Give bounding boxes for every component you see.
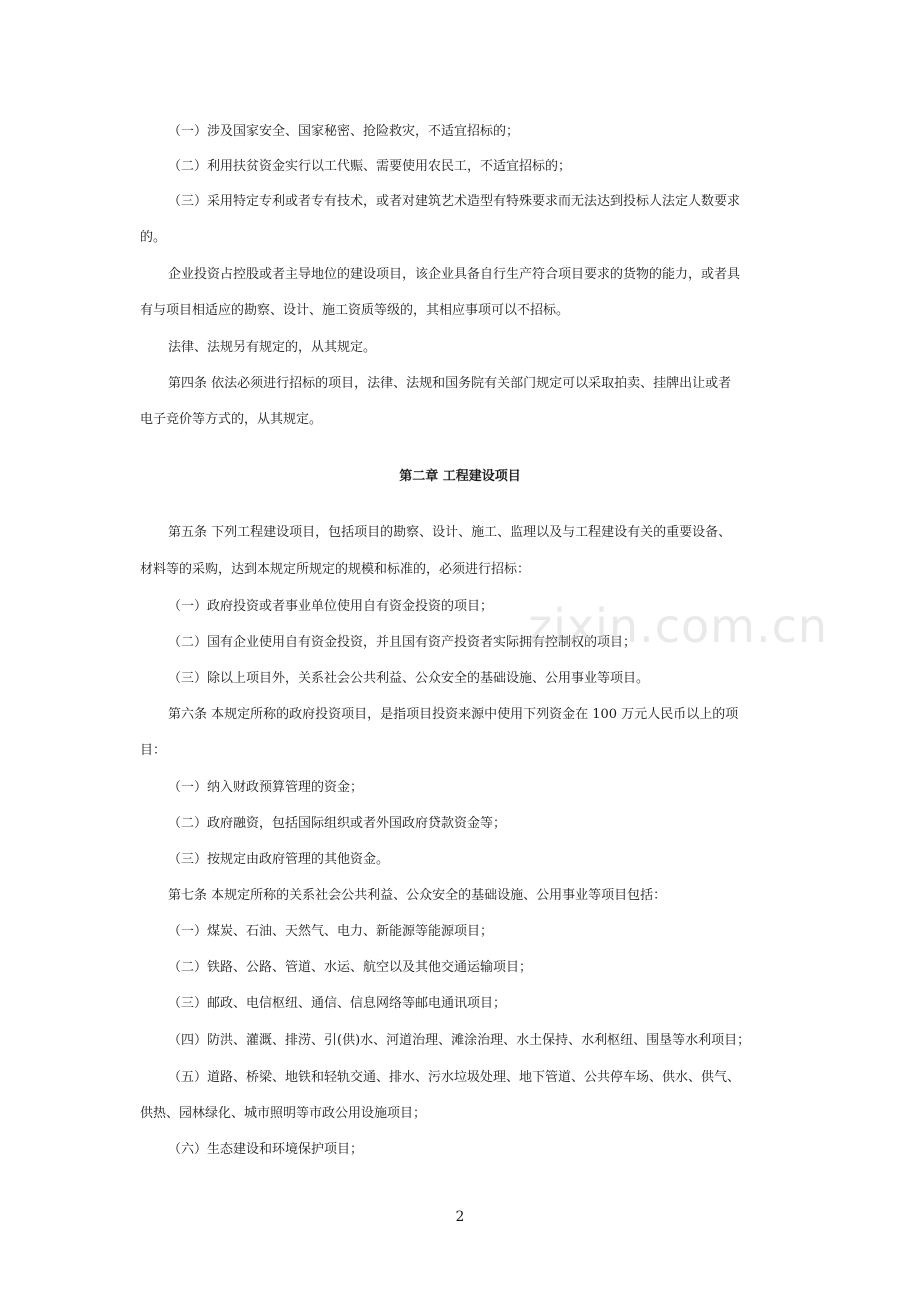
paragraph-line: （二）政府融资，包括国际组织或者外国政府贷款资金等； — [168, 816, 507, 831]
paragraph-line: 第七条 本规定所称的关系社会公共利益、公众安全的基础设施、公用事业等项目包括： — [168, 888, 667, 903]
paragraph-line: 的。 — [140, 230, 167, 245]
paragraph-line: 法律、法规另有规定的，从其规定。 — [168, 340, 377, 355]
paragraph-line: （二）利用扶贫资金实行以工代赈、需要使用农民工，不适宜招标的； — [168, 159, 572, 174]
paragraph-line: （一）纳入财政预算管理的资金； — [168, 780, 364, 795]
paragraph-line: 供热、园林绿化、城市照明等市政公用设施项目； — [140, 1106, 427, 1121]
paragraph-line: （一）涉及国家安全、国家秘密、抢险救灾，不适宜招标的； — [168, 124, 520, 139]
paragraph-line: （三）除以上项目外，关系社会公共利益、公众安全的基础设施、公用事业等项目。 — [168, 671, 650, 686]
paragraph-line: （五）道路、桥梁、地铁和轻轨交通、排水、污水垃圾处理、地下管道、公共停车场、供水、供气、 — [168, 1070, 741, 1085]
paragraph-line: （三）采用特定专利或者专有技术，或者对建筑艺术造型有特殊要求而无法达到投标人法定人数要求 — [168, 194, 741, 209]
paragraph-line: 材料等的采购，达到本规定所规定的规模和标准的，必须进行招标： — [140, 562, 531, 577]
paragraph-line: 企业投资占控股或者主导地位的建设项目，该企业具备自行生产符合项目要求的货物的能力，或者具 — [168, 267, 741, 282]
paragraph-line: （二）国有企业使用自有资金投资，并且国有资产投资者实际拥有控制权的项目； — [168, 635, 637, 650]
paragraph-line: （二）铁路、公路、管道、水运、航空以及其他交通运输项目； — [168, 960, 533, 975]
paragraph-line: 第五条 下列工程建设项目，包括项目的勘察、设计、施工、监理以及与工程建设有关的重要设备、 — [168, 525, 732, 540]
paragraph-line: （四）防洪、灌溉、排涝、引(供)水、河道治理、滩涂治理、水土保持、水利枢纽、围垦等水利项目； — [168, 1033, 751, 1048]
paragraph-line: （一）政府投资或者事业单位使用自有资金投资的项目； — [168, 599, 494, 614]
paragraph-line: （一）煤炭、石油、天然气、电力、新能源等能源项目； — [168, 924, 494, 939]
paragraph-line: （三）按规定由政府管理的其他资金。 — [168, 852, 390, 867]
watermark: zixin.com.cn — [528, 599, 829, 653]
chapter-heading: 第二章 工程建设项目 — [399, 469, 521, 484]
paragraph-line: 有与项目相适应的勘察、设计、施工资质等级的，其相应事项可以不招标。 — [140, 303, 570, 318]
paragraph-line: 第六条 本规定所称的政府投资项目，是指项目投资来源中使用下列资金在 100 万元人民币以上的项 — [168, 707, 739, 722]
paragraph-line: 电子竞价等方式的，从其规定。 — [140, 412, 323, 427]
page-number: 2 — [455, 1209, 465, 1225]
paragraph-line: 目： — [140, 743, 167, 758]
paragraph-line: 第四条 依法必须进行招标的项目，法律、法规和国务院有关部门规定可以采取拍卖、挂牌出让或者 — [168, 376, 732, 391]
paragraph-line: （三）邮政、电信枢纽、通信、信息网络等邮电通讯项目； — [168, 996, 507, 1011]
paragraph-line: （六）生态建设和环境保护项目； — [168, 1142, 364, 1157]
